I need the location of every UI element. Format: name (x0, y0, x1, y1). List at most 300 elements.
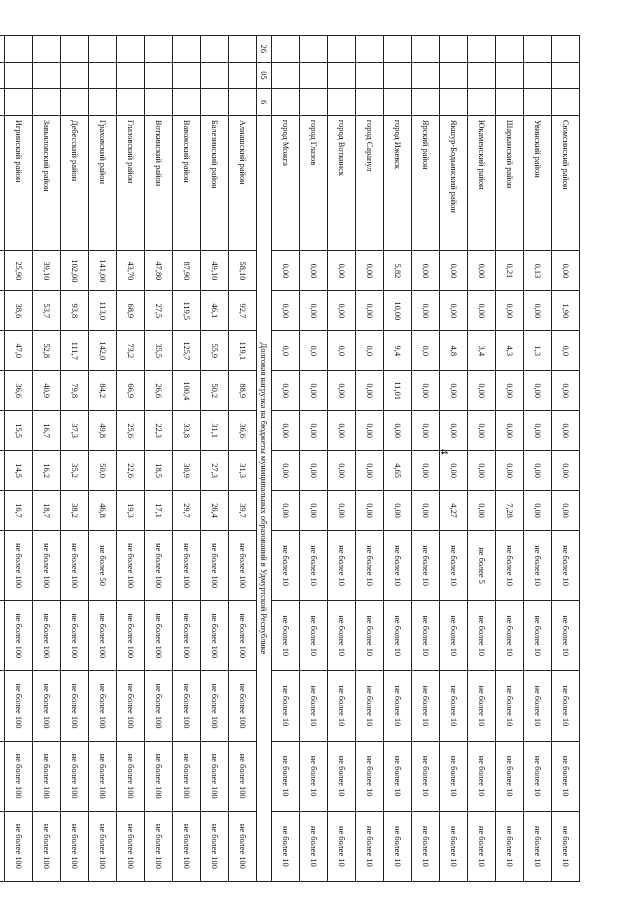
limit-cell: не более 100 (89, 601, 117, 671)
value-cell: 0,0 (328, 331, 356, 371)
limit-cell: не более 100 (145, 671, 173, 741)
limit-cell: не более 10 (524, 811, 552, 881)
value-cell: 16,2 (33, 451, 61, 491)
limit-cell: не более 10 (272, 530, 300, 600)
value-cell: 27,5 (145, 291, 173, 331)
value-cell: 0,00 (356, 491, 384, 531)
value-cell: 125,7 (173, 331, 201, 371)
value-cell: 26,6 (145, 371, 173, 411)
value-cell: 22,6 (117, 451, 145, 491)
limit-cell: не более 100 (33, 741, 61, 811)
table-row (356, 36, 384, 882)
value-cell: 52,8 (33, 331, 61, 371)
empty-cell (412, 62, 440, 89)
limit-cell: не более 100 (145, 530, 173, 600)
municipality-name: Глазовский район (117, 115, 145, 251)
value-cell (0, 291, 5, 331)
empty-cell (145, 62, 173, 89)
limit-cell: не более 10 (300, 811, 328, 881)
empty-cell (229, 89, 257, 116)
limit-cell: не более 100 (61, 811, 89, 881)
limit-cell: не более 100 (117, 671, 145, 741)
code-cell-3: 6 (257, 89, 272, 116)
limit-cell: не более 100 (117, 741, 145, 811)
limit-cell: не более 10 (440, 811, 468, 881)
value-cell: 36,6 (229, 411, 257, 451)
table-row (524, 36, 552, 882)
limit-cell: не более 10 (496, 811, 524, 881)
value-cell: 40,9 (33, 371, 61, 411)
value-cell: 7,28 (496, 491, 524, 531)
value-cell: 66,9 (117, 371, 145, 411)
value-cell: 0,00 (524, 411, 552, 451)
limit-cell: не более 10 (496, 601, 524, 671)
value-cell: 0,00 (356, 251, 384, 291)
value-cell: 0,00 (412, 491, 440, 531)
municipality-name: город Воткинск (328, 115, 356, 251)
municipality-name: Ярский район (412, 115, 440, 251)
empty-cell (272, 36, 300, 63)
limit-cell: не более 100 (145, 601, 173, 671)
limit-cell: не более 10 (356, 601, 384, 671)
value-cell: 11,01 (384, 371, 412, 411)
value-cell: 0,00 (496, 411, 524, 451)
municipality-name (0, 115, 5, 251)
municipality-name: город Ижевск (384, 115, 412, 251)
empty-cell (412, 36, 440, 63)
limit-cell: не более 100 (33, 671, 61, 741)
value-cell: 31,1 (201, 411, 229, 451)
value-cell (0, 411, 5, 451)
value-cell: 0,13 (524, 251, 552, 291)
empty-cell (496, 62, 524, 89)
value-cell: 43,70 (117, 251, 145, 291)
value-cell: 14,5 (5, 451, 33, 491)
value-cell: 0,00 (412, 251, 440, 291)
section-title: Долговая нагрузка на бюджеты муниципальных образований в Удмуртской Республике (257, 115, 272, 881)
empty-cell (33, 89, 61, 116)
value-cell: 50,2 (201, 371, 229, 411)
value-cell: 19,3 (117, 491, 145, 531)
table-row (145, 36, 173, 882)
empty-cell (201, 89, 229, 116)
empty-cell (117, 89, 145, 116)
table-row (272, 36, 300, 882)
empty-cell (0, 89, 5, 116)
table-row (61, 36, 89, 882)
limit-cell: не более 10 (412, 530, 440, 600)
value-cell: 73,2 (117, 331, 145, 371)
limit-cell: не более 10 (524, 601, 552, 671)
empty-cell (524, 89, 552, 116)
value-cell (0, 451, 5, 491)
limit-cell: не более 100 (5, 671, 33, 741)
value-cell: 0,00 (524, 291, 552, 331)
value-cell: 35,5 (145, 331, 173, 371)
value-cell: 29,7 (173, 491, 201, 531)
value-cell: 141,00 (89, 251, 117, 291)
value-cell: 30,9 (173, 451, 201, 491)
limit-cell: не более 100 (173, 530, 201, 600)
municipality-name: Балезинский район (201, 115, 229, 251)
value-cell: 25,6 (117, 411, 145, 451)
value-cell: 0,00 (272, 451, 300, 491)
value-cell: 39,10 (33, 251, 61, 291)
limit-cell: не более 10 (440, 741, 468, 811)
value-cell: 0,00 (272, 491, 300, 531)
empty-cell (117, 62, 145, 89)
table-row (5, 36, 33, 882)
debt-load-table (0, 35, 580, 882)
limit-cell: не более 10 (552, 671, 580, 741)
limit-cell: не более 100 (173, 671, 201, 741)
value-cell: 0,00 (384, 411, 412, 451)
empty-cell (552, 89, 580, 116)
municipality-name: Шарканский район (496, 115, 524, 251)
value-cell: 0,00 (356, 291, 384, 331)
table-row (440, 36, 468, 882)
limit-cell: не более 10 (272, 601, 300, 671)
limit-cell: не более 10 (328, 811, 356, 881)
value-cell (0, 491, 5, 531)
limit-cell: не более 10 (552, 601, 580, 671)
value-cell: 4,3 (496, 331, 524, 371)
value-cell: 46,8 (89, 491, 117, 531)
limit-cell: не более 100 (89, 671, 117, 741)
value-cell: 0,00 (552, 251, 580, 291)
limit-cell: не более 10 (552, 811, 580, 881)
empty-cell (272, 62, 300, 89)
value-cell: 0,00 (300, 411, 328, 451)
empty-cell (173, 62, 201, 89)
limit-cell: не более 10 (356, 530, 384, 600)
empty-cell (496, 36, 524, 63)
empty-cell (117, 36, 145, 63)
value-cell: 0,00 (272, 291, 300, 331)
limit-cell: не более 100 (229, 811, 257, 881)
value-cell: 1,3 (524, 331, 552, 371)
limit-cell: не более 10 (272, 671, 300, 741)
limit-cell: не более 10 (356, 741, 384, 811)
limit-cell: не более 10 (412, 601, 440, 671)
limit-cell: не более 10 (272, 811, 300, 881)
limit-cell (0, 741, 5, 811)
limit-cell: не более 10 (384, 671, 412, 741)
value-cell: 0,00 (440, 411, 468, 451)
limit-cell: не более 10 (468, 601, 496, 671)
value-cell: 0,00 (468, 451, 496, 491)
value-cell: 5,82 (384, 251, 412, 291)
empty-cell (384, 62, 412, 89)
empty-cell (356, 89, 384, 116)
empty-cell (524, 62, 552, 89)
value-cell: 0,00 (356, 371, 384, 411)
empty-cell (468, 62, 496, 89)
empty-cell (89, 62, 117, 89)
value-cell: 17,1 (145, 491, 173, 531)
limit-cell: не более 10 (440, 530, 468, 600)
value-cell: 0,00 (272, 251, 300, 291)
value-cell: 0,00 (552, 411, 580, 451)
code-cell-2: 05 (257, 62, 272, 89)
limit-cell: не более 10 (468, 741, 496, 811)
empty-cell (89, 36, 117, 63)
value-cell: 58,10 (229, 251, 257, 291)
limit-cell: не более 100 (5, 811, 33, 881)
limit-cell: не более 10 (412, 741, 440, 811)
limit-cell: не более 100 (5, 530, 33, 600)
value-cell: 38,6 (5, 291, 33, 331)
empty-cell (300, 89, 328, 116)
empty-cell (89, 89, 117, 116)
value-cell: 0,00 (356, 411, 384, 451)
empty-cell (0, 62, 5, 89)
value-cell: 0,21 (496, 251, 524, 291)
value-cell: 0,00 (384, 491, 412, 531)
limit-cell: не более 10 (356, 811, 384, 881)
empty-cell (5, 89, 33, 116)
value-cell: 38,2 (61, 491, 89, 531)
value-cell: 0,00 (272, 411, 300, 451)
table-row (201, 36, 229, 882)
limit-cell: не более 100 (117, 530, 145, 600)
limit-cell: не более 10 (356, 671, 384, 741)
empty-cell (328, 62, 356, 89)
limit-cell: не более 10 (272, 741, 300, 811)
empty-cell (440, 62, 468, 89)
value-cell: 15,5 (5, 411, 33, 451)
value-cell: 92,7 (229, 291, 257, 331)
municipality-name: Граховский район (89, 115, 117, 251)
limit-cell: не более 10 (524, 741, 552, 811)
value-cell: 49,8 (89, 411, 117, 451)
limit-cell: не более 100 (229, 741, 257, 811)
value-cell: 10,00 (384, 291, 412, 331)
empty-cell (61, 36, 89, 63)
empty-cell (173, 89, 201, 116)
limit-cell: не более 100 (173, 601, 201, 671)
value-cell: 0,00 (412, 291, 440, 331)
empty-cell (524, 36, 552, 63)
value-cell: 49,10 (201, 251, 229, 291)
value-cell: 0,00 (300, 251, 328, 291)
value-cell: 36,6 (5, 371, 33, 411)
empty-cell (328, 36, 356, 63)
value-cell: 33,8 (173, 411, 201, 451)
empty-cell (5, 62, 33, 89)
limit-cell: не более 100 (5, 741, 33, 811)
empty-cell (61, 89, 89, 116)
value-cell (0, 371, 5, 411)
table-row (468, 36, 496, 882)
value-cell: 0,00 (412, 371, 440, 411)
empty-cell (272, 89, 300, 116)
value-cell: 4,27 (440, 491, 468, 531)
code-row (257, 36, 272, 882)
value-cell: 0,00 (468, 491, 496, 531)
empty-cell (33, 62, 61, 89)
value-cell: 53,7 (33, 291, 61, 331)
municipality-name: город Глазов (300, 115, 328, 251)
limit-cell: не более 100 (117, 601, 145, 671)
table-row (0, 36, 5, 882)
municipality-name: Завьяловский район (33, 115, 61, 251)
value-cell: 0,00 (524, 491, 552, 531)
table-row (173, 36, 201, 882)
value-cell: 18,5 (145, 451, 173, 491)
value-cell: 0,00 (524, 371, 552, 411)
value-cell: 0,0 (552, 331, 580, 371)
municipality-name: Игринский район (5, 115, 33, 251)
limit-cell: не более 100 (145, 741, 173, 811)
limit-cell: не более 100 (33, 601, 61, 671)
limit-cell: не более 100 (229, 530, 257, 600)
value-cell: 0,00 (496, 451, 524, 491)
limit-cell: не более 100 (61, 741, 89, 811)
limit-cell (0, 530, 5, 600)
value-cell: 113,0 (89, 291, 117, 331)
value-cell: 111,7 (61, 331, 89, 371)
limit-cell: не более 100 (89, 811, 117, 881)
value-cell (0, 251, 5, 291)
value-cell: 25,90 (5, 251, 33, 291)
value-cell: 93,8 (61, 291, 89, 331)
limit-cell (0, 811, 5, 881)
value-cell: 0,00 (440, 371, 468, 411)
limit-cell: не более 100 (33, 811, 61, 881)
value-cell: 119,1 (229, 331, 257, 371)
limit-cell: не более 10 (384, 601, 412, 671)
value-cell: 18,7 (33, 491, 61, 531)
limit-cell: не более 10 (496, 530, 524, 600)
limit-cell: не более 10 (300, 530, 328, 600)
value-cell: 0,00 (552, 491, 580, 531)
value-cell: 0,00 (328, 491, 356, 531)
empty-cell (440, 36, 468, 63)
value-cell: 0,00 (328, 451, 356, 491)
value-cell: 16,7 (33, 411, 61, 451)
value-cell: 0,00 (328, 291, 356, 331)
value-cell: 0,00 (440, 291, 468, 331)
limit-cell: не более 10 (412, 811, 440, 881)
value-cell: 0,00 (412, 451, 440, 491)
value-cell: 0,00 (412, 411, 440, 451)
limit-cell (0, 601, 5, 671)
empty-cell (328, 89, 356, 116)
page-number: 4 (438, 449, 450, 455)
value-cell: 31,3 (229, 451, 257, 491)
value-cell: 0,00 (496, 371, 524, 411)
limit-cell: не более 10 (328, 601, 356, 671)
empty-cell (173, 36, 201, 63)
limit-cell: не более 100 (173, 811, 201, 881)
limit-cell: не более 100 (229, 601, 257, 671)
value-cell: 0,00 (468, 371, 496, 411)
value-cell: 1,90 (552, 291, 580, 331)
empty-cell (440, 89, 468, 116)
value-cell: 0,00 (552, 371, 580, 411)
empty-cell (384, 36, 412, 63)
limit-cell: не более 10 (440, 601, 468, 671)
value-cell: 9,4 (384, 331, 412, 371)
limit-cell: не более 100 (5, 601, 33, 671)
empty-cell (356, 36, 384, 63)
value-cell: 0,00 (440, 451, 468, 491)
value-cell: 46,1 (201, 291, 229, 331)
value-cell: 47,80 (145, 251, 173, 291)
empty-cell (496, 89, 524, 116)
municipality-name: Воткинский район (145, 115, 173, 251)
value-cell: 22,3 (145, 411, 173, 451)
limit-cell: не более 10 (300, 741, 328, 811)
value-cell: 142,0 (89, 331, 117, 371)
limit-cell: не более 10 (440, 671, 468, 741)
empty-cell (201, 36, 229, 63)
value-cell: 0,00 (552, 451, 580, 491)
limit-cell: не более 10 (468, 811, 496, 881)
limit-cell: не более 10 (300, 601, 328, 671)
municipality-name: Увинский район (524, 115, 552, 251)
limit-cell: не более 10 (524, 530, 552, 600)
value-cell: 0,0 (412, 331, 440, 371)
value-cell: 79,8 (61, 371, 89, 411)
code-cell-1: 26 (257, 36, 272, 63)
empty-cell (61, 62, 89, 89)
limit-cell: не более 10 (300, 671, 328, 741)
municipality-name: Алнашский район (229, 115, 257, 251)
limit-cell: не более 10 (384, 530, 412, 600)
limit-cell: не более 10 (496, 741, 524, 811)
limit-cell: не более 100 (229, 671, 257, 741)
value-cell: 16,7 (5, 491, 33, 531)
value-cell: 39,7 (229, 491, 257, 531)
value-cell: 0,00 (300, 491, 328, 531)
value-cell: 87,90 (173, 251, 201, 291)
value-cell: 35,2 (61, 451, 89, 491)
value-cell: 0,0 (300, 331, 328, 371)
empty-cell (229, 62, 257, 89)
value-cell: 0,00 (328, 411, 356, 451)
value-cell: 119,5 (173, 291, 201, 331)
value-cell: 4,8 (440, 331, 468, 371)
empty-cell (0, 36, 5, 63)
municipality-name: Дебесский район (61, 115, 89, 251)
limit-cell: не более 100 (201, 671, 229, 741)
limit-cell: не более 100 (117, 811, 145, 881)
value-cell: 0,00 (300, 371, 328, 411)
limit-cell: не более 50 (89, 530, 117, 600)
limit-cell: не более 10 (412, 671, 440, 741)
limit-cell: не более 100 (61, 671, 89, 741)
empty-cell (384, 89, 412, 116)
limit-cell: не более 10 (328, 671, 356, 741)
table-row (496, 36, 524, 882)
value-cell: 0,00 (440, 251, 468, 291)
limit-cell: не более 5 (468, 530, 496, 600)
limit-cell: не более 10 (552, 530, 580, 600)
empty-cell (552, 36, 580, 63)
municipality-name: Вавожский район (173, 115, 201, 251)
value-cell: 102,00 (61, 251, 89, 291)
value-cell: 0,00 (300, 291, 328, 331)
limit-cell: не более 100 (33, 530, 61, 600)
value-cell: 37,3 (61, 411, 89, 451)
value-cell: 50,0 (89, 451, 117, 491)
empty-cell (5, 36, 33, 63)
value-cell: 0,0 (272, 331, 300, 371)
table-row (117, 36, 145, 882)
empty-cell (300, 36, 328, 63)
